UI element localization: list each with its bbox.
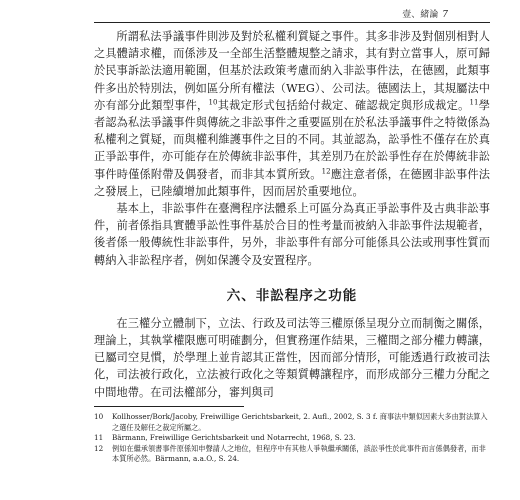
header-rule (94, 22, 490, 23)
footnote-marker: 10 (208, 98, 218, 107)
section-heading: 六、非訟程序之功能 (226, 287, 358, 304)
footnote-text: 例如在繼承領書事件原係知申聲請人之地位，但程序中有其他人爭執繼承關係，該訟爭性於此事件而言係偶發者，而非本質所必然。Bärmann, a.a.O., S. 24. (112, 443, 486, 463)
footnote-marker: 12 (321, 166, 331, 175)
footnote (94, 412, 490, 433)
footnote-number: 11 (94, 433, 104, 442)
paragraph-text: 所謂私法爭議事件則涉及對於私權利質疑之事件。其多非涉及對個別相對人之具體請求權，而係涉及一全部生活整體規整之請求，其有對立當事人，原可歸於民事訴訟法適用範圍，但基於法政策考慮而納入非訟事件法，在德國，此類事件多出於特別法，例如區分所有權法（WEG）、公司法。德國法上，其規屬法中亦有部分此類型事件， (94, 30, 490, 112)
paragraph-text: 在三權分立體制下，立法、行政及司法等三權原係呈現分立而制衡之關係，理論上，其執掌權限應可明確劃分，但實務運作結果，三權間之部分權力轉讓，已屬司空見慣，於學理上並肯認其正當性，因而部分情形，可能透過行政被司法化，司法被行政化，立法被行政化之等類質轉讓程序，而形成部分三權力分配之中間地帶。在司法權部分，審判與司 (94, 316, 490, 399)
footnote-text: Kollhosser/Bork/Jacoby, Freiwillige Gerichtsbarkeit, 2. Aufl., 2002, S. 3 f. 商事法中類似因素大多由對法算入之選任及解任之裁定所屬之。 (112, 412, 488, 432)
footnote-text: Bärmann, Freiwillige Gerichtsbarkeit und Notarrecht, 1968, S. 23. (112, 433, 356, 442)
page-number: 7 (442, 10, 448, 20)
footnote-number: 12 (94, 443, 104, 453)
footnote-marker: 11 (469, 98, 479, 107)
footnotes (94, 412, 490, 465)
paragraph-text: 其裁定形式包括給付裁定、確認裁定與形成裁定。 (217, 98, 470, 112)
footnote (94, 433, 490, 444)
chapter-title: 壹、緒論 (402, 10, 439, 20)
footnote-number: 10 (94, 412, 104, 421)
paragraph (94, 28, 490, 200)
paragraph-text: 應注意者係，在德國非訟事件法之發展上，已陸續增加此類事件，因而居於重要地位。 (94, 167, 490, 198)
paragraph (94, 200, 490, 269)
paragraph-text: 學者認為私法爭議事件與傳統之非訟事件之重要區別在於私法爭議事件之特徵係為私權利之質疑，而與權利維護事件之目的不同。其並認為，訟爭性不僅存在於真正爭訟事件，亦可能存在於傳統非訟事件，其差別乃在於訟爭性存在於傳統非訟事件時僅係附帶及偶發者，而非其本質所致。 (94, 98, 490, 181)
paragraph (94, 315, 490, 401)
paragraph-text: 基本上，非訟事件在臺灣程序法體系上可區分為真正爭訟事件及古典非訟事件，前者係指具實體爭訟性事件基於合目的性考量而被納入非訟事件法規範者，後者係一般傳統性非訟事件，另外，非訟事件有部分可能係具公法或刑事性質而轉納入非訟程序者，例如保護令及安置程序。 (94, 202, 490, 267)
running-header (402, 7, 448, 20)
footnote (94, 444, 490, 465)
footnote-rule (94, 406, 244, 407)
body-text (94, 28, 490, 401)
